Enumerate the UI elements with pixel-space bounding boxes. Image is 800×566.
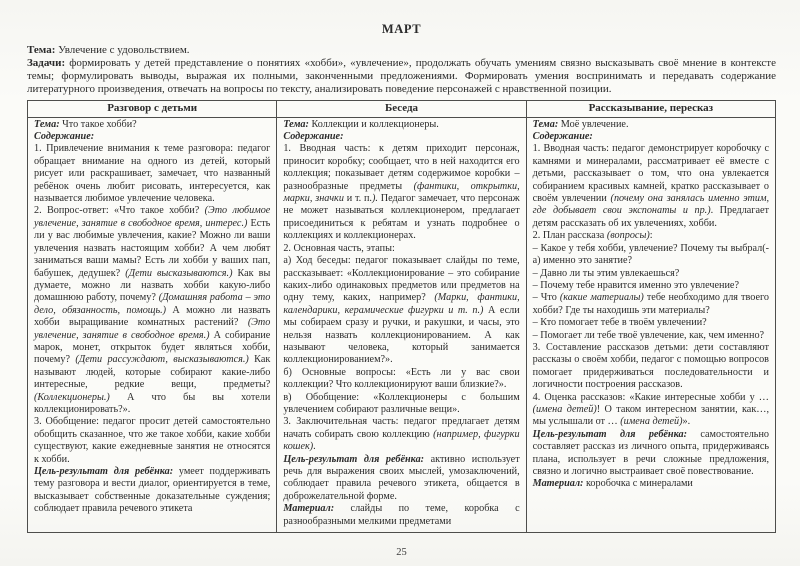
text-run: в) Обобщение: «Коллекционеры с большим увлечением собирают различные вещи». bbox=[283, 391, 520, 415]
paragraph bbox=[533, 230, 769, 242]
text-run: – Помогает ли тебе твоё увлечение, как, чем именно? bbox=[532, 329, 765, 341]
text-run: Моё увлечение. bbox=[558, 118, 629, 130]
text-run: Как вы думаете, можно ли назвать хобби какую-либо домашнюю работу, почему? bbox=[34, 267, 271, 304]
text-run: Цель-результат для ребёнка: bbox=[283, 453, 425, 465]
paragraph bbox=[283, 243, 519, 255]
text-run: слайды по теме, коробка с разнообразными мелкими предметами bbox=[283, 503, 520, 527]
table-header-row bbox=[28, 100, 776, 117]
text-run: ». bbox=[682, 416, 691, 428]
paragraph bbox=[34, 466, 270, 516]
paragraph bbox=[533, 143, 769, 230]
column-header-storytelling: Рассказывание, пересказ bbox=[526, 100, 775, 117]
text-run: Увлечение с удовольствием. bbox=[55, 44, 190, 56]
text-run: (имена детей) bbox=[532, 403, 597, 415]
text-run: (Домашняя работа – это дело, обязанность, помощь.) bbox=[34, 292, 271, 316]
text-run: 3. Составление рассказов детьми: дети составляют рассказы о своём хобби, педагог с помощью вопросов помогает придерживаться последовательности и логичности построения рассказов. bbox=[532, 341, 769, 391]
column-header-talk: Беседа bbox=[277, 100, 526, 117]
text-run: самостоятельно составляет рассказ из личного опыта, придерживаясь плана, использует в речи сложные предложения, связно и логично выстраивает своё повествование. bbox=[532, 428, 769, 477]
text-run: а) Ход беседы: педагог показывает слайды по теме, рассказывает: «Коллекционирование – это собирание каких-либо одинаковых предметов или предметов на одну тему, каких, например? bbox=[283, 255, 520, 304]
text-run: Тема: bbox=[532, 118, 559, 130]
text-run: (Дети рассуждают, высказываются.) bbox=[75, 354, 249, 366]
text-run: 3. Заключительная часть: педагог предлагает детям начать собирать свою коллекцию bbox=[283, 416, 520, 440]
table-cell bbox=[28, 117, 277, 532]
table-cell bbox=[526, 117, 775, 532]
text-run: 3. Обобщение: педагог просит детей самостоятельно обобщить сказанное, что же такое хобби, какие хобби существуют, какие ежедневные занятия не относятся к хобби. bbox=[34, 416, 271, 465]
paragraph bbox=[283, 416, 519, 453]
schedule-table bbox=[27, 100, 776, 533]
paragraph bbox=[533, 429, 769, 479]
text-run: Есть ли у вас любимые увлечения, какие? Можно ли ваши увлечения назвать настоящим хобби? А чем любят заниматься ваши мамы? Есть ли хобби у ваших пап, бабушек, дедушек? bbox=[34, 217, 271, 279]
paragraph bbox=[533, 342, 769, 392]
text-run: (Это любимое увлечение, занятие в свободное время, интерес.) bbox=[34, 205, 271, 229]
intro-tasks bbox=[27, 57, 776, 96]
text-run: Цель-результат для ребёнка: bbox=[532, 428, 687, 440]
paragraph bbox=[533, 330, 769, 342]
text-run: б) Основные вопросы: «Есть ли у вас свои коллекции? Что коллекционируют ваши близкие?». bbox=[283, 366, 520, 391]
text-run: А можно ли назвать хобби выращивание комнатных растений? bbox=[34, 304, 271, 329]
paragraph bbox=[533, 243, 769, 268]
paragraph bbox=[533, 392, 769, 429]
text-run: (Это увлечение, занятие в свободное время.) bbox=[34, 317, 271, 341]
text-run: . Предлагает детям рассказать об их увлечениях, хобби. bbox=[532, 205, 769, 229]
text-run: (имена детей) bbox=[620, 416, 683, 428]
text-run: (Дети высказываются.) bbox=[125, 267, 233, 279]
paragraph bbox=[533, 317, 769, 329]
paragraph bbox=[34, 416, 270, 466]
text-run: ! О таком интересном занятии, как…, мы услышали от … bbox=[532, 403, 770, 428]
text-run: Содержание: bbox=[283, 131, 344, 143]
paragraph bbox=[283, 367, 519, 392]
paragraph bbox=[283, 503, 519, 528]
paragraph bbox=[533, 268, 769, 280]
text-run: Содержание: bbox=[532, 131, 593, 143]
text-run: Материал: bbox=[283, 503, 335, 515]
text-run: 2. План рассказа bbox=[532, 230, 607, 242]
paragraph bbox=[34, 205, 270, 416]
text-run: и т. п. bbox=[343, 193, 372, 205]
text-run: А что бы вы хотели коллекционировать?». bbox=[34, 391, 271, 415]
text-run: (например, фигурки кошек) bbox=[283, 428, 520, 453]
text-run: 4. Оценка рассказов: «Какие интересные хобби у … bbox=[532, 391, 769, 403]
paragraph bbox=[283, 392, 519, 417]
text-run: . bbox=[313, 441, 316, 453]
text-run: формировать у детей представление о понятиях «хобби», «увлечение», продолжать обучать умениям связно высказывать своё мнение в контексте темы; формулировать выводы, выражая их полными, законченными предложениями. Формировать умения воспринимать и передавать содержание литературного произведения, отвечать на вопросы по тексту, анализировать поведение персонажей с нравственной позиции. bbox=[27, 56, 776, 95]
text-run: Цель-результат для ребёнка: bbox=[34, 466, 174, 477]
text-run: Тема: bbox=[283, 118, 309, 130]
text-run: А собирание марок, монет, открыток будет являться хобби, почему? bbox=[34, 329, 271, 366]
paragraph bbox=[34, 119, 270, 131]
text-run: 2. Вопрос-ответ: «Что такое хобби? bbox=[34, 205, 205, 217]
text-run: умеет поддерживать тему разговора и вести диалог, ориентируется в теме, высказывает собственные доказательные суждения; соблюдает правила речевого этикета bbox=[34, 466, 271, 515]
paragraph bbox=[283, 143, 519, 242]
text-run: Тема: bbox=[27, 44, 56, 56]
paragraph bbox=[533, 280, 769, 292]
text-run: – Какое у тебя хобби, увлечение? Почему ты выбрал(-а) именно это занятие? bbox=[532, 242, 769, 267]
text-run: Задачи: bbox=[27, 56, 66, 69]
paragraph bbox=[533, 292, 769, 317]
text-run: 2. Основная часть, этапы: bbox=[283, 242, 395, 254]
text-run: (Марки, фантики, календарики, керамические фигурки и т. п.) bbox=[283, 292, 520, 316]
text-run: Что такое хобби? bbox=[59, 118, 137, 130]
text-run: (почему она занялась именно этим, где добывает свои экспонаты и пр.) bbox=[532, 193, 769, 217]
text-run: Педагог замечает, что персонаж не может называться коллекционером, предлагает присоединиться к ребятам и узнать подробнее о коллекциях и коллекционерах. bbox=[283, 193, 520, 242]
text-run: Коллекции и коллекционеры. bbox=[308, 118, 439, 130]
text-run: ). bbox=[371, 193, 378, 205]
text-run: – Что bbox=[532, 292, 560, 304]
paragraph bbox=[533, 119, 769, 131]
text-run: – Почему тебе нравится именно это увлечение? bbox=[532, 279, 739, 291]
text-run: А если мы собираем сразу и ручки, и ракушки, и часы, это нельзя назвать коллекционированием. А как называют человека, который занимается коллекционированием?». bbox=[283, 304, 520, 366]
text-run: (Коллекционеры.) bbox=[34, 391, 110, 403]
paragraph bbox=[283, 454, 519, 504]
paragraph bbox=[283, 119, 519, 131]
paragraph bbox=[34, 143, 270, 205]
column-header-conversation: Разговор с детьми bbox=[28, 100, 277, 117]
text-run: Содержание: bbox=[34, 131, 95, 143]
text-run: Материал: bbox=[532, 478, 584, 490]
page-number: 25 bbox=[396, 547, 407, 559]
text-run: 1. Вводная часть: к детям приходит персонаж, приносит коробку; сообщает, что в ней находится его коллекция; показывает детям содержимое коробки – разнообразные предметы bbox=[283, 143, 520, 192]
text-run: (фантики, открытки, марки, значки bbox=[283, 180, 520, 205]
text-run: – Давно ли ты этим увлекаешься? bbox=[532, 267, 680, 279]
text-run: Тема: bbox=[34, 118, 60, 130]
text-run: активно использует речь для выражения своих мыслей, умозаключений, соблюдает правила речевого этикета, общается в доброжелательной форме. bbox=[283, 453, 520, 502]
text-run: коробочка с минералами bbox=[583, 478, 693, 490]
paragraph bbox=[533, 478, 769, 490]
paragraph bbox=[283, 131, 519, 143]
table-cell bbox=[277, 117, 526, 532]
paragraph bbox=[34, 131, 270, 143]
text-run: – Кто помогает тебе в твоём увлечении? bbox=[532, 317, 707, 329]
intro-theme bbox=[27, 44, 776, 57]
paragraph bbox=[283, 255, 519, 367]
text-run: Как называют людей, которые собирают какие-либо интересные, редкие вещи, предметы? bbox=[34, 354, 271, 391]
text-run: 1. Привлечение внимания к теме разговора: педагог обращает внимание на одного из детей, который рисует или раскрашивает, замечает, что названный ребёнок очень любит рисовать, интересуется, как называется любимое увлечение человека. bbox=[34, 143, 271, 205]
text-run: (вопросы) bbox=[606, 230, 650, 242]
paragraph bbox=[533, 131, 769, 143]
text-run: 1. Вводная часть: педагог демонстрирует коробочку с камнями и минералами, рассматривает её вместе с детьми, рассказывает о том, что она увлекается собиранием красивых камней, кратко рассказывает о своём увлечении bbox=[532, 143, 769, 205]
text-run: тебе необходимо для твоего хобби? Где ты находишь эти материалы? bbox=[532, 292, 769, 316]
page-title: МАРТ bbox=[381, 22, 422, 36]
table-body-row bbox=[28, 117, 776, 532]
text-run: (какие материалы) bbox=[559, 292, 644, 304]
text-run: : bbox=[649, 230, 653, 242]
